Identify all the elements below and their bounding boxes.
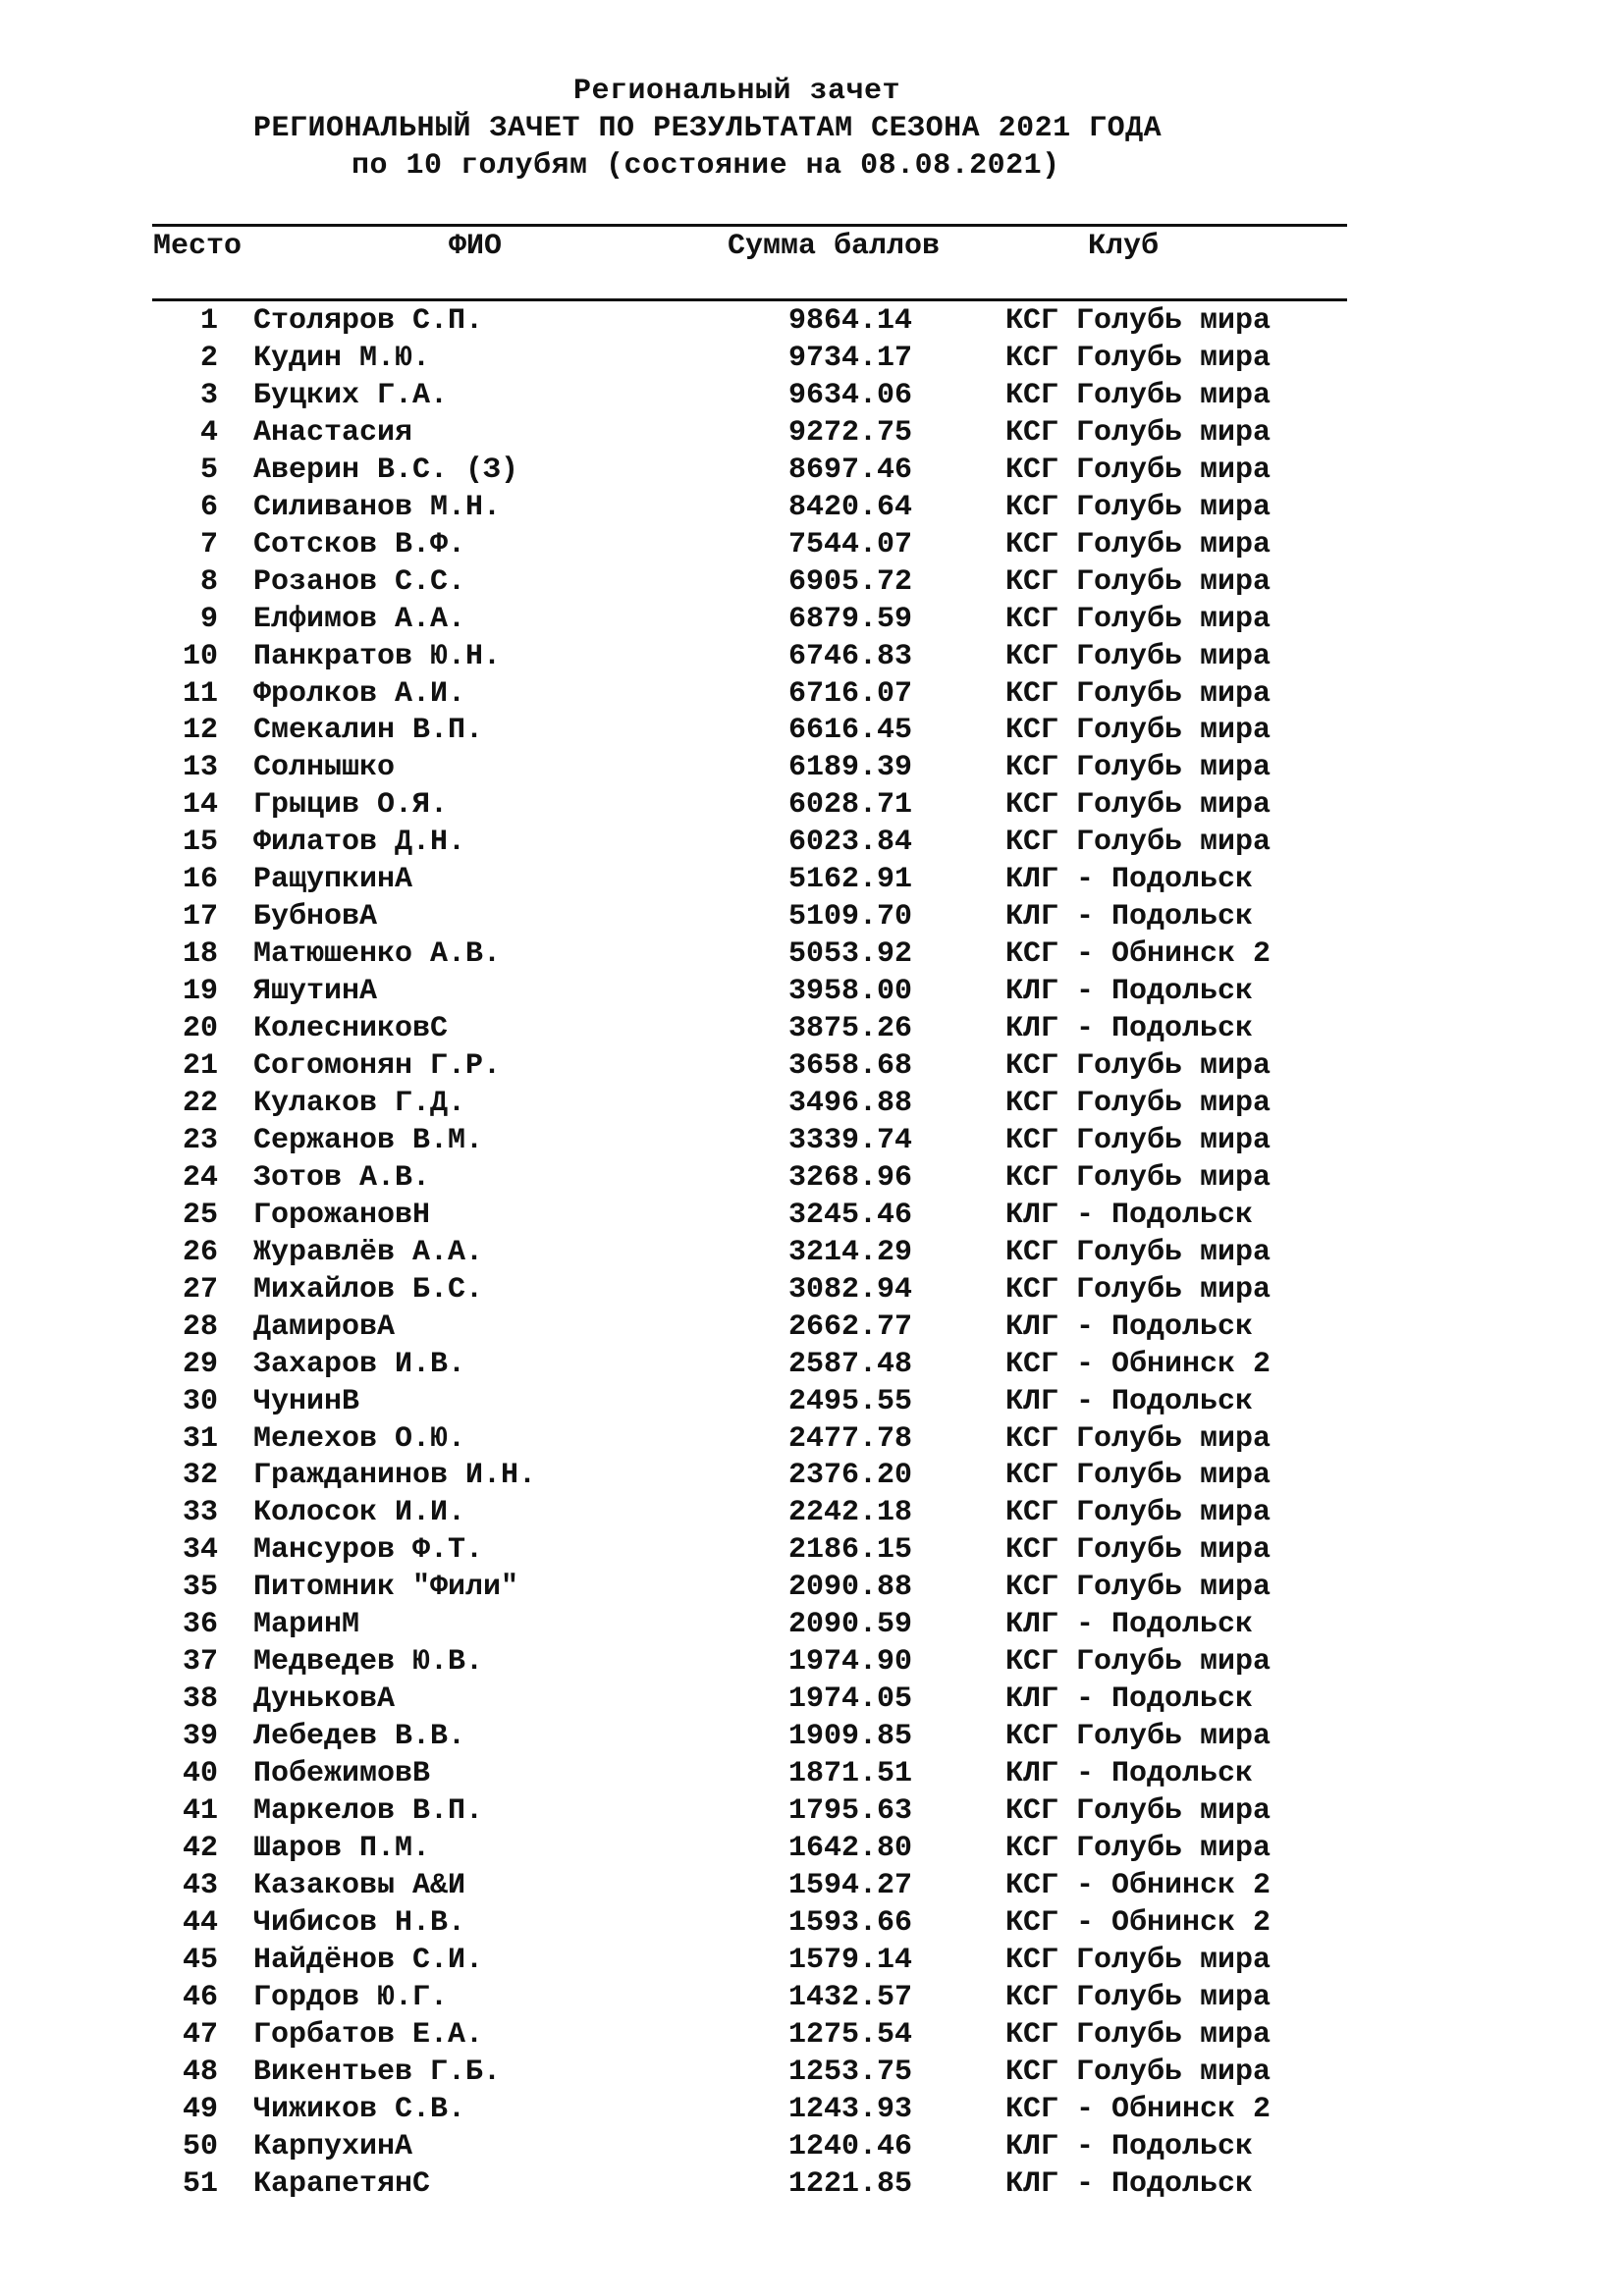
name-cell: Силиванов М.Н.	[253, 490, 502, 524]
score-cell: 2495.55	[788, 1384, 913, 1418]
score-cell: 1594.27	[788, 1868, 913, 1902]
table-row	[0, 898, 1624, 935]
club-cell: КСГ Голубь мира	[1005, 1459, 1272, 1493]
club-cell: КСГ Голубь мира	[1005, 1123, 1272, 1157]
club-cell: КСГ - Обнинск 2	[1005, 2092, 1272, 2126]
club-cell: КСГ Голубь мира	[1005, 1160, 1272, 1195]
table-row	[0, 340, 1624, 377]
place-cell: 4	[199, 415, 218, 450]
club-cell: КЛГ - Подольск	[1005, 1012, 1254, 1046]
score-cell: 6879.59	[788, 602, 913, 636]
title-line-2: РЕГИОНАЛЬНЫЙ ЗАЧЕТ ПО РЕЗУЛЬТАТАМ СЕЗОНА 2021 ГОДА	[253, 112, 1163, 145]
name-cell: Мансуров Ф.Т.	[253, 1533, 484, 1568]
club-cell: КСГ Голубь мира	[1005, 1943, 1272, 1977]
place-cell: 21	[182, 1049, 218, 1083]
name-cell: Чибисов Н.В.	[253, 1905, 466, 1940]
place-cell: 39	[182, 1720, 218, 1754]
club-cell: КСГ - Обнинск 2	[1005, 1905, 1272, 1940]
table-row	[0, 2016, 1624, 2054]
score-cell: 8420.64	[788, 490, 913, 524]
score-cell: 2376.20	[788, 1459, 913, 1493]
table-row	[0, 1569, 1624, 1606]
table-row	[0, 712, 1624, 749]
place-cell: 47	[182, 2017, 218, 2052]
score-cell: 9634.06	[788, 378, 913, 412]
place-cell: 34	[182, 1533, 218, 1568]
club-cell: КЛГ - Подольск	[1005, 1608, 1254, 1642]
header-name: ФИО	[449, 230, 503, 263]
place-cell: 9	[199, 602, 218, 636]
score-cell: 6028.71	[788, 788, 913, 823]
club-cell: КСГ Голубь мира	[1005, 1645, 1272, 1680]
score-cell: 2477.78	[788, 1421, 913, 1456]
place-cell: 23	[182, 1123, 218, 1157]
place-cell: 26	[182, 1235, 218, 1269]
table-row	[0, 1942, 1624, 1979]
table-row	[0, 1755, 1624, 1792]
name-cell: Столяров С.П.	[253, 304, 484, 338]
place-cell: 12	[182, 714, 218, 748]
place-cell: 35	[182, 1571, 218, 1605]
table-row	[0, 2128, 1624, 2165]
place-cell: 29	[182, 1347, 218, 1381]
club-cell: КСГ Голубь мира	[1005, 1794, 1272, 1828]
place-cell: 10	[182, 639, 218, 673]
table-row	[0, 1904, 1624, 1942]
name-cell: Горбатов Е.А.	[253, 2017, 484, 2052]
table-row	[0, 638, 1624, 675]
score-cell: 1221.85	[788, 2166, 913, 2201]
table-row	[0, 2054, 1624, 2091]
table-row	[0, 1457, 1624, 1494]
club-cell: КСГ Голубь мира	[1005, 1533, 1272, 1568]
table-row	[0, 861, 1624, 898]
score-cell: 1240.46	[788, 2129, 913, 2163]
place-cell: 44	[182, 1905, 218, 1940]
name-cell: Грыцив О.Я.	[253, 788, 449, 823]
place-cell: 17	[182, 900, 218, 934]
table-row	[0, 935, 1624, 973]
club-cell: КСГ Голубь мира	[1005, 826, 1272, 860]
table-row	[0, 1308, 1624, 1346]
score-cell: 1579.14	[788, 1943, 913, 1977]
name-cell: Маркелов В.П.	[253, 1794, 484, 1828]
table-row	[0, 1346, 1624, 1383]
club-cell: КСГ Голубь мира	[1005, 2055, 1272, 2089]
name-cell: Буцких Г.А.	[253, 378, 449, 412]
club-cell: КСГ Голубь мира	[1005, 453, 1272, 487]
club-cell: КСГ Голубь мира	[1005, 2017, 1272, 2052]
place-cell: 3	[199, 378, 218, 412]
table-row	[0, 1494, 1624, 1531]
club-cell: КЛГ - Подольск	[1005, 1309, 1254, 1344]
club-cell: КСГ Голубь мира	[1005, 1272, 1272, 1307]
table-row	[0, 1271, 1624, 1308]
score-cell: 3496.88	[788, 1086, 913, 1120]
club-cell: КСГ Голубь мира	[1005, 639, 1272, 673]
name-cell: Аверин В.С. (З)	[253, 453, 519, 487]
score-cell: 2090.59	[788, 1608, 913, 1642]
place-cell: 16	[182, 863, 218, 897]
place-cell: 18	[182, 937, 218, 972]
place-cell: 49	[182, 2092, 218, 2126]
table-row	[0, 675, 1624, 713]
score-cell: 3658.68	[788, 1049, 913, 1083]
table-row	[0, 1643, 1624, 1681]
score-cell: 3268.96	[788, 1160, 913, 1195]
score-cell: 2242.18	[788, 1496, 913, 1530]
table-row	[0, 1159, 1624, 1197]
club-cell: КСГ Голубь мира	[1005, 1496, 1272, 1530]
table-row	[0, 1979, 1624, 2016]
table-row	[0, 377, 1624, 414]
club-cell: КЛГ - Подольск	[1005, 1198, 1254, 1232]
table-row	[0, 1085, 1624, 1122]
place-cell: 5	[199, 453, 218, 487]
score-cell: 2587.48	[788, 1347, 913, 1381]
club-cell: КСГ Голубь мира	[1005, 602, 1272, 636]
club-cell: КСГ Голубь мира	[1005, 1235, 1272, 1269]
name-cell: КарапетянС	[253, 2166, 431, 2201]
table-row	[0, 1420, 1624, 1458]
club-cell: КСГ Голубь мира	[1005, 341, 1272, 375]
table-row	[0, 526, 1624, 563]
name-cell: ГорожановН	[253, 1198, 431, 1232]
name-cell: Гражданинов И.Н.	[253, 1459, 537, 1493]
name-cell: Зотов А.В.	[253, 1160, 431, 1195]
place-cell: 46	[182, 1980, 218, 2014]
name-cell: РащупкинА	[253, 863, 413, 897]
name-cell: БубновА	[253, 900, 378, 934]
place-cell: 20	[182, 1012, 218, 1046]
place-cell: 36	[182, 1608, 218, 1642]
table-row	[0, 749, 1624, 786]
score-cell: 7544.07	[788, 527, 913, 561]
table-row	[0, 1197, 1624, 1234]
score-cell: 2186.15	[788, 1533, 913, 1568]
place-cell: 11	[182, 676, 218, 711]
score-cell: 1642.80	[788, 1831, 913, 1865]
table-row	[0, 824, 1624, 861]
club-cell: КЛГ - Подольск	[1005, 975, 1254, 1009]
name-cell: Елфимов А.А.	[253, 602, 466, 636]
name-cell: Гордов Ю.Г.	[253, 1980, 449, 2014]
name-cell: Панкратов Ю.Н.	[253, 639, 502, 673]
place-cell: 27	[182, 1272, 218, 1307]
place-cell: 31	[182, 1421, 218, 1456]
table-row	[0, 2091, 1624, 2128]
table-row	[0, 1718, 1624, 1755]
club-cell: КЛГ - Подольск	[1005, 1384, 1254, 1418]
place-cell: 33	[182, 1496, 218, 1530]
header-place: Место	[153, 230, 243, 263]
name-cell: Анастасия	[253, 415, 413, 450]
score-cell: 9864.14	[788, 304, 913, 338]
club-cell: КСГ Голубь мира	[1005, 378, 1272, 412]
score-cell: 3875.26	[788, 1012, 913, 1046]
club-cell: КСГ Голубь мира	[1005, 1571, 1272, 1605]
score-cell: 5109.70	[788, 900, 913, 934]
club-cell: КСГ Голубь мира	[1005, 1720, 1272, 1754]
place-cell: 2	[199, 341, 218, 375]
table-row	[0, 786, 1624, 824]
score-cell: 1795.63	[788, 1794, 913, 1828]
name-cell: Кулаков Г.Д.	[253, 1086, 466, 1120]
club-cell: КСГ Голубь мира	[1005, 304, 1272, 338]
score-cell: 3214.29	[788, 1235, 913, 1269]
table-row	[0, 563, 1624, 601]
score-cell: 9734.17	[788, 341, 913, 375]
title-line-3: по 10 голубям (состояние на 08.08.2021)	[352, 149, 1060, 183]
place-cell: 50	[182, 2129, 218, 2163]
club-cell: КСГ Голубь мира	[1005, 490, 1272, 524]
table-row	[0, 1867, 1624, 1904]
name-cell: Лебедев В.В.	[253, 1720, 466, 1754]
score-cell: 2662.77	[788, 1309, 913, 1344]
name-cell: Фролков А.И.	[253, 676, 466, 711]
club-cell: КСГ Голубь мира	[1005, 527, 1272, 561]
place-cell: 22	[182, 1086, 218, 1120]
place-cell: 8	[199, 564, 218, 599]
score-cell: 1243.93	[788, 2092, 913, 2126]
score-cell: 6716.07	[788, 676, 913, 711]
table-row	[0, 1681, 1624, 1718]
table-row	[0, 1383, 1624, 1420]
name-cell: Казаковы А&И	[253, 1868, 466, 1902]
name-cell: Михайлов Б.С.	[253, 1272, 484, 1307]
name-cell: Смекалин В.П.	[253, 714, 484, 748]
score-cell: 5053.92	[788, 937, 913, 972]
score-cell: 6023.84	[788, 826, 913, 860]
name-cell: Журавлёв А.А.	[253, 1235, 484, 1269]
header-score: Сумма баллов	[728, 230, 941, 263]
club-cell: КСГ Голубь мира	[1005, 1831, 1272, 1865]
place-cell: 28	[182, 1309, 218, 1344]
place-cell: 1	[199, 304, 218, 338]
name-cell: Филатов Д.Н.	[253, 826, 466, 860]
place-cell: 51	[182, 2166, 218, 2201]
place-cell: 37	[182, 1645, 218, 1680]
score-cell: 3245.46	[788, 1198, 913, 1232]
table-row	[0, 414, 1624, 452]
name-cell: Шаров П.М.	[253, 1831, 431, 1865]
score-cell: 1253.75	[788, 2055, 913, 2089]
place-cell: 42	[182, 1831, 218, 1865]
name-cell: ЧунинВ	[253, 1384, 360, 1418]
place-cell: 6	[199, 490, 218, 524]
name-cell: Чижиков С.В.	[253, 2092, 466, 2126]
club-cell: КСГ Голубь мира	[1005, 676, 1272, 711]
score-cell: 3082.94	[788, 1272, 913, 1307]
club-cell: КЛГ - Подольск	[1005, 2129, 1254, 2163]
score-cell: 1593.66	[788, 1905, 913, 1940]
place-cell: 24	[182, 1160, 218, 1195]
score-cell: 6746.83	[788, 639, 913, 673]
title-line-1: Региональный зачет	[573, 75, 901, 108]
table-row	[0, 1606, 1624, 1643]
name-cell: Солнышко	[253, 751, 396, 785]
name-cell: Розанов С.С.	[253, 564, 466, 599]
place-cell: 13	[182, 751, 218, 785]
table-row	[0, 973, 1624, 1010]
score-cell: 5162.91	[788, 863, 913, 897]
club-cell: КЛГ - Подольск	[1005, 2166, 1254, 2201]
club-cell: КЛГ - Подольск	[1005, 900, 1254, 934]
score-cell: 8697.46	[788, 453, 913, 487]
header-club: Клуб	[1088, 230, 1160, 263]
name-cell: МаринМ	[253, 1608, 360, 1642]
table-row	[0, 1047, 1624, 1085]
score-cell: 1432.57	[788, 1980, 913, 2014]
table-row	[0, 1792, 1624, 1830]
score-cell: 1974.90	[788, 1645, 913, 1680]
score-cell: 9272.75	[788, 415, 913, 450]
name-cell: Сотсков В.Ф.	[253, 527, 466, 561]
table-row	[0, 1010, 1624, 1047]
score-cell: 2090.88	[788, 1571, 913, 1605]
place-cell: 15	[182, 826, 218, 860]
place-cell: 32	[182, 1459, 218, 1493]
place-cell: 41	[182, 1794, 218, 1828]
place-cell: 14	[182, 788, 218, 823]
name-cell: ПобежимовВ	[253, 1757, 431, 1791]
table-row	[0, 1531, 1624, 1569]
place-cell: 43	[182, 1868, 218, 1902]
score-cell: 3958.00	[788, 975, 913, 1009]
name-cell: Колосок И.И.	[253, 1496, 466, 1530]
club-cell: КСГ Голубь мира	[1005, 1980, 1272, 2014]
name-cell: Найдёнов С.И.	[253, 1943, 484, 1977]
club-cell: КЛГ - Подольск	[1005, 1682, 1254, 1717]
name-cell: ДамировА	[253, 1309, 396, 1344]
name-cell: Викентьев Г.Б.	[253, 2055, 502, 2089]
name-cell: Захаров И.В.	[253, 1347, 466, 1381]
table-row	[0, 1122, 1624, 1159]
club-cell: КСГ Голубь мира	[1005, 1086, 1272, 1120]
score-cell: 1974.05	[788, 1682, 913, 1717]
club-cell: КСГ Голубь мира	[1005, 1049, 1272, 1083]
score-cell: 1871.51	[788, 1757, 913, 1791]
name-cell: Матюшенко А.В.	[253, 937, 502, 972]
table-top-rule	[152, 224, 1347, 227]
score-cell: 6905.72	[788, 564, 913, 599]
club-cell: КСГ Голубь мира	[1005, 714, 1272, 748]
place-cell: 30	[182, 1384, 218, 1418]
club-cell: КСГ - Обнинск 2	[1005, 1868, 1272, 1902]
table-header-rule	[152, 298, 1347, 301]
place-cell: 45	[182, 1943, 218, 1977]
table-row	[0, 2165, 1624, 2203]
place-cell: 25	[182, 1198, 218, 1232]
name-cell: Мелехов О.Ю.	[253, 1421, 466, 1456]
club-cell: КСГ Голубь мира	[1005, 564, 1272, 599]
place-cell: 48	[182, 2055, 218, 2089]
table-row	[0, 302, 1624, 340]
place-cell: 19	[182, 975, 218, 1009]
name-cell: ЯшутинА	[253, 975, 378, 1009]
score-cell: 6616.45	[788, 714, 913, 748]
table-row	[0, 452, 1624, 489]
name-cell: КарпухинА	[253, 2129, 413, 2163]
score-cell: 1275.54	[788, 2017, 913, 2052]
club-cell: КСГ - Обнинск 2	[1005, 937, 1272, 972]
name-cell: ДуньковА	[253, 1682, 396, 1717]
club-cell: КСГ - Обнинск 2	[1005, 1347, 1272, 1381]
club-cell: КСГ Голубь мира	[1005, 1421, 1272, 1456]
club-cell: КСГ Голубь мира	[1005, 788, 1272, 823]
score-cell: 1909.85	[788, 1720, 913, 1754]
score-cell: 3339.74	[788, 1123, 913, 1157]
place-cell: 38	[182, 1682, 218, 1717]
place-cell: 40	[182, 1757, 218, 1791]
name-cell: Медведев Ю.В.	[253, 1645, 484, 1680]
club-cell: КЛГ - Подольск	[1005, 863, 1254, 897]
table-row	[0, 489, 1624, 526]
name-cell: Питомник "Фили"	[253, 1571, 519, 1605]
place-cell: 7	[199, 527, 218, 561]
table-row	[0, 601, 1624, 638]
score-cell: 6189.39	[788, 751, 913, 785]
name-cell: КолесниковС	[253, 1012, 449, 1046]
table-row	[0, 1830, 1624, 1867]
name-cell: Согомонян Г.Р.	[253, 1049, 502, 1083]
club-cell: КСГ Голубь мира	[1005, 415, 1272, 450]
name-cell: Кудин М.Ю.	[253, 341, 431, 375]
club-cell: КЛГ - Подольск	[1005, 1757, 1254, 1791]
table-row	[0, 1234, 1624, 1271]
club-cell: КСГ Голубь мира	[1005, 751, 1272, 785]
name-cell: Сержанов В.М.	[253, 1123, 484, 1157]
